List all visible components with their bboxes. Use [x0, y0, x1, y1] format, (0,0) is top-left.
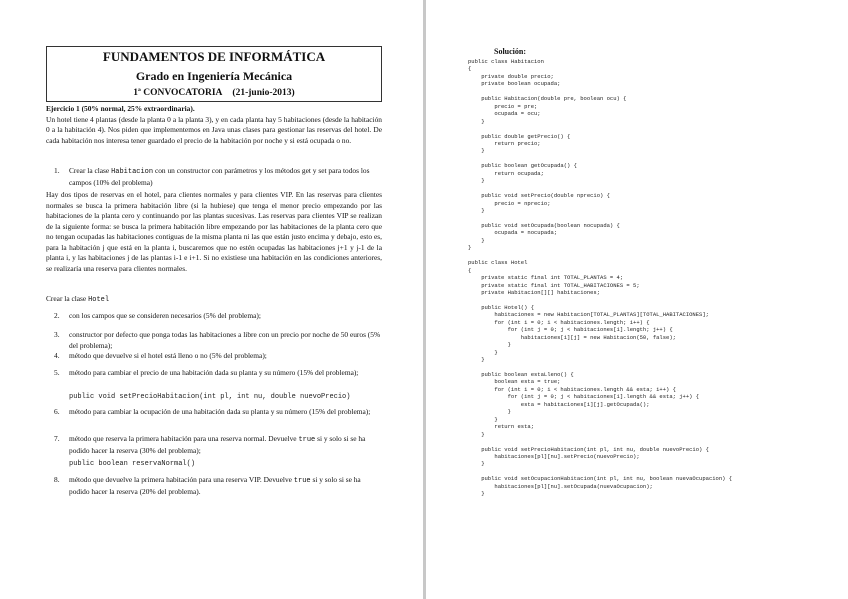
item-text: si y solo si se ha podido hacer la reserva (30% del problema); — [69, 434, 366, 455]
item-text: método para cambiar el precio de una habitación dada su planta y su número (15% del problema); — [69, 368, 359, 377]
item-number: 1. — [54, 166, 60, 175]
exam-call — [47, 87, 381, 99]
item-text: método para cambiar la ocupación de una habitación dada su planta y su número (15% del problema); — [69, 407, 371, 416]
code-signature-reserva-normal: public boolean reservaNormal() — [69, 460, 196, 468]
item-text: con un constructor con parámetros y los métodos get y set para todos los campos (10% del problema) — [69, 166, 370, 187]
keyword-true: true — [298, 436, 316, 444]
item-number: 4. — [54, 351, 60, 360]
code-signature-set-precio: public void setPrecioHabitacion(int pl, int nu, double nuevoPrecio) — [69, 393, 351, 401]
item-number: 3. — [54, 330, 60, 339]
course-title: FUNDAMENTOS DE INFORMÁTICA — [102, 49, 326, 64]
item-number: 5. — [54, 368, 60, 377]
solution-title: Solución: — [494, 47, 527, 56]
item-number: 6. — [54, 407, 60, 416]
item-text: método que devuelve si el hotel está lleno o no (5% del problema); — [69, 351, 267, 360]
create-hotel-text: Crear la clase — [46, 294, 87, 303]
exam-date: (21-junio-2013) — [232, 88, 295, 98]
item-text: método que devuelve la primera habitación para una reserva VIP. Devuelve — [69, 475, 292, 484]
class-name-habitacion: Habitacion — [111, 168, 154, 176]
item-text: método que reserva la primera habitación para una reserva normal. Devuelve — [69, 434, 297, 443]
exercise-title: Ejercicio 1 (50% normal, 25% extraordinaria). — [46, 104, 195, 113]
exercise-intro — [46, 104, 382, 146]
exam-page-right — [426, 0, 848, 599]
item-number: 8. — [54, 475, 60, 484]
exam-page-left — [0, 0, 423, 599]
item-text: con los campos que se consideren necesarios (5% del problema); — [69, 311, 261, 320]
item-text: constructor por defecto que ponga todas las habitaciones a libre con un precio por noche de 50 euros (5% del problema); — [69, 330, 381, 350]
item-text: Crear la clase — [69, 166, 110, 175]
keyword-true: true — [293, 477, 311, 485]
exam-header — [46, 46, 382, 102]
degree-title: Grado en Ingeniería Mecánica — [135, 69, 293, 83]
solution-code: public class Habitacion { private double precio; private boolean ocupada; public Habitacion(double pre, boolean ocu) { precio = pre; ocupada = ocu; } public double getPrecio() { return precio; } public boolean getOcupada() { return ocupada; } public void setPrecio(double nprecio) { precio = nprecio; } public void setOcupada(boolean nocupada) { ocupada = nocupada; } } public class Hotel { private static final int TOTAL_PLANTAS = 4; private static final int TOTAL_HABITACIONES = 5; private Habitacion[][] habitaciones; public Hotel() { habitaciones = new Habitacion[TOTAL_PLANTAS][TOTAL_HABITACIONES]; for (int i = 0; i < habitaciones.length; i++) { for (int j = 0; j < habitaciones[i].length; j++) { habitaciones[i][j] = new Habitacion(50, false); } } } public boolean estaLleno() { boolean esta = true; for (int i = 0; i < habitaciones.length && esta; i++) { for (int j = 0; j < habitaciones[i].length && esta; j++) { esta = habitaciones[i][j].getOcupada(); } } return esta; } public void setPrecioHabitacion(int pl, int nu, double nuevoPrecio) { habitaciones[pl][nu].setPrecio(nuevoPrecio); } public void setOcupacionHabitacion(int pl, int nu, boolean nuevaOcupacion) { habitaciones[pl][nu].setOcupada(nuevaOcupacion); } — [468, 58, 733, 498]
item-number: 7. — [54, 434, 60, 443]
class-name-hotel: Hotel — [88, 296, 110, 304]
description-text: Hay dos tipos de reservas en el hotel, para clientes normales y para clientes VIP. En las reservas para clientes normales se busca la primera habitación libre (si la hubiese) que tenga el menor precio empezando por las habitaciones de la planta cero y continuando por las plantas sucesivas. Las reservas para clientes VIP se realizan de la siguiente forma: se busca la primera habitación libre empezando por las habitaciones de la planta cero que no tengan ocupadas las habitaciones contiguas de la misma planta ni las que están justo encima y debajo, esto es, para la habitación j que está en la planta i, buscaremos que no estén ocupadas las habitaciones j+1 y j-1 de la planta i, y las habitaciones j de las plantas i-1 e i+1. Si no existiese una habitación en las condiciones anteriores, se realizaría una reserva para clientes normales. — [46, 190, 382, 273]
item-number: 2. — [54, 311, 60, 320]
exercise-description — [46, 190, 382, 274]
item-text: si y solo si se ha podido hacer la reserva (20% del problema). — [69, 475, 361, 496]
create-hotel-line — [46, 294, 382, 306]
exam-name: 1ª CONVOCATORIA — [133, 88, 223, 98]
exercise-intro-text: Un hotel tiene 4 plantas (desde la planta 0 a la planta 3), y en cada planta hay 5 habitaciones (desde la habitación 0 a la habitación 4). Nos piden que implementemos en Java unas clases para gestionar las reservas del hotel. De cada habitación nos interesa tener guardado el precio de la habitación por noche y si está ocupada o no. — [46, 114, 382, 145]
